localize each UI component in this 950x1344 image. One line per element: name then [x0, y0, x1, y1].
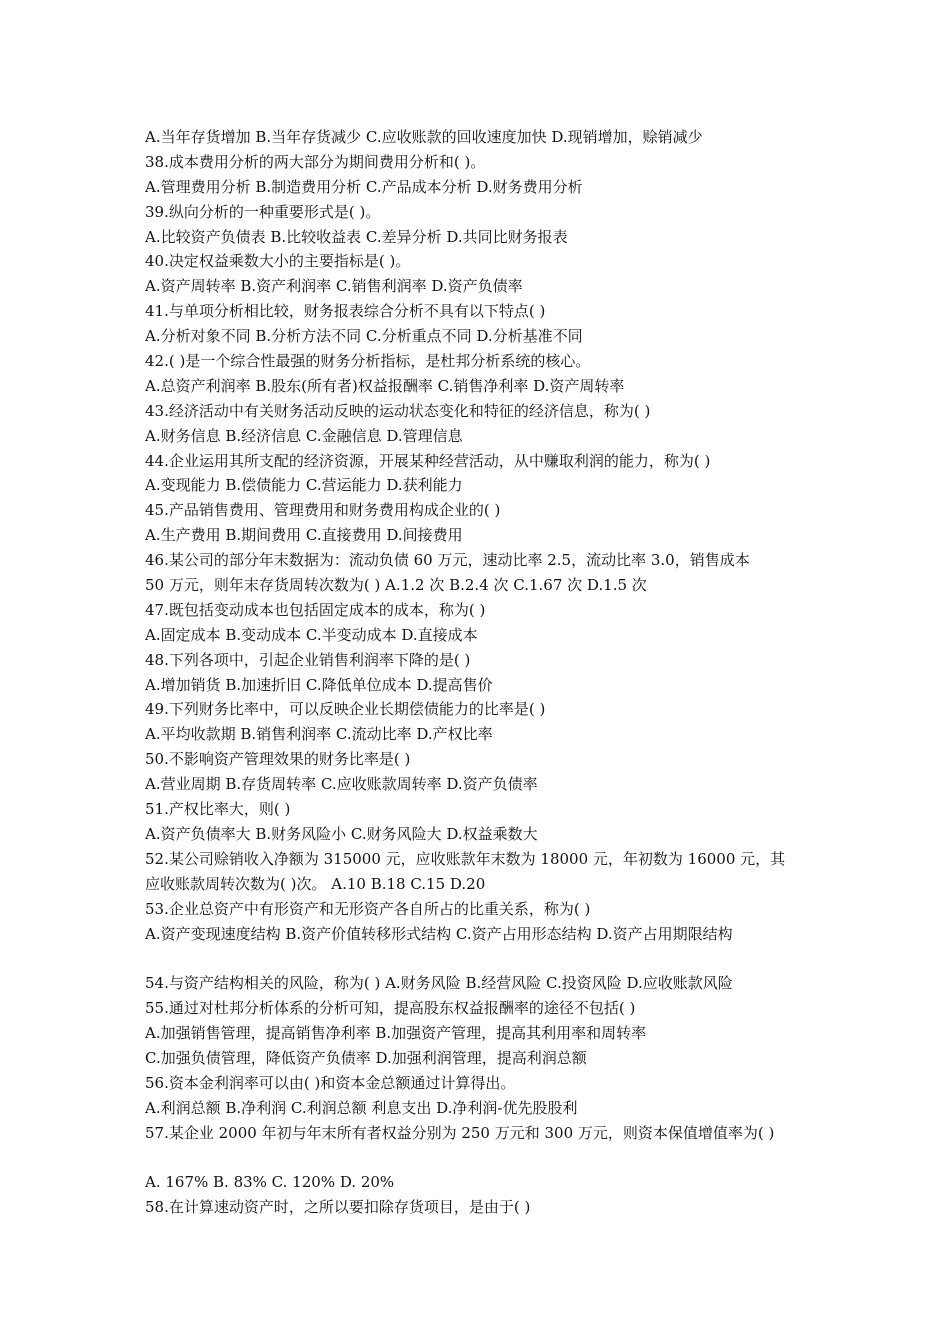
- question-50: 50.不影响资产管理效果的财务比率是( ): [145, 750, 411, 769]
- text-line: A.总资产利润率 B.股东(所有者)权益报酬率 C.销售净利率 D.资产周转率: [145, 376, 625, 395]
- question-56: 56.资本金利润率可以由( )和资本金总额通过计算得出。: [145, 1073, 516, 1092]
- question-47: 47.既包括变动成本也包括固定成本的成本，称为( ): [145, 600, 486, 619]
- text-line: A.利润总额 B.净利润 C.利润总额 利息支出 D.净利润-优先股股利: [145, 1098, 578, 1117]
- text-line: 50 万元，则年末存货周转次数为( ) A.1.2 次 B.2.4 次 C.1.67 次 D.1.5 次: [145, 576, 647, 595]
- text-line: C.加强负债管理，降低资产负债率 D.加强利润管理，提高利润总额: [145, 1048, 587, 1067]
- question-43: 43.经济活动中有关财务活动反映的运动状态变化和特征的经济信息，称为( ): [145, 401, 651, 420]
- text-line: A.固定成本 B.变动成本 C.半变动成本 D.直接成本: [145, 625, 478, 644]
- question-57: 57.某企业 2000 年初与年末所有者权益分别为 250 万元和 300 万元，则资本保值增值率为( ): [145, 1123, 775, 1142]
- text-line: A.营业周期 B.存货周转率 C.应收账款周转率 D.资产负债率: [145, 775, 538, 794]
- blank-line: [145, 946, 815, 971]
- question-54: 54.与资产结构相关的风险，称为( ) A.财务风险 B.经营风险 C.投资风险 D.应收账款风险: [145, 974, 733, 993]
- question-51: 51.产权比率大，则( ): [145, 800, 291, 819]
- text-line: A.增加销货 B.加速折旧 C.降低单位成本 D.提高售价: [145, 675, 493, 694]
- text-line: A.资产负债率大 B.财务风险小 C.财务风险大 D.权益乘数大: [145, 824, 538, 843]
- text-line: A.加强销售管理，提高销售净利率 B.加强资产管理，提高其利用率和周转率: [145, 1024, 647, 1043]
- text-line: A.分析对象不同 B.分析方法不同 C.分析重点不同 D.分析基准不同: [145, 327, 583, 346]
- text-line: 应收账款周转次数为( )次。 A.10 B.18 C.15 D.20: [145, 874, 486, 893]
- question-46: 46.某公司的部分年末数据为：流动负债 60 万元，速动比率 2.5，流动比率 3.0，销售成本: [145, 551, 750, 570]
- question-42: 42.( )是一个综合性最强的财务分析指标，是杜邦分析系统的核心。: [145, 352, 591, 371]
- text-line: A.比较资产负债表 B.比较收益表 C.差异分析 D.共同比财务报表: [145, 227, 568, 246]
- question-48: 48.下列各项中，引起企业销售利润率下降的是( ): [145, 650, 471, 669]
- document-body: [145, 125, 815, 1220]
- text-line: A.资产变现速度结构 B.资产价值转移形式结构 C.资产占用形态结构 D.资产占用期限结构: [145, 924, 733, 943]
- question-55: 55.通过对杜邦分析体系的分析可知，提高股东权益报酬率的途径不包括( ): [145, 999, 636, 1018]
- text-line: A.资产周转率 B.资产利润率 C.销售利润率 D.资产负债率: [145, 277, 523, 296]
- text-line: A.平均收款期 B.销售利润率 C.流动比率 D.产权比率: [145, 725, 493, 744]
- text-line: A.财务信息 B.经济信息 C.金融信息 D.管理信息: [145, 426, 463, 445]
- text-line: A.变现能力 B.偿债能力 C.营运能力 D.获利能力: [145, 476, 463, 495]
- text-line: A.管理费用分析 B.制造费用分析 C.产品成本分析 D.财务费用分析: [145, 177, 583, 196]
- question-41: 41.与单项分析相比较，财务报表综合分析不具有以下特点( ): [145, 302, 546, 321]
- question-40: 40.决定权益乘数大小的主要指标是( )。: [145, 252, 411, 271]
- text-line: A. 167% B. 83% C. 120% D. 20%: [145, 1173, 395, 1192]
- question-52: 52.某公司赊销收入净额为 315000 元，应收账款年末数为 18000 元，年初数为 16000 元，其: [145, 849, 786, 868]
- question-38: 38.成本费用分析的两大部分为期间费用分析和( )。: [145, 152, 486, 171]
- question-44: 44.企业运用其所支配的经济资源，开展某种经营活动，从中赚取利润的能力，称为( ): [145, 451, 711, 470]
- question-39: 39.纵向分析的一种重要形式是( )。: [145, 202, 381, 221]
- question-49: 49.下列财务比率中，可以反映企业长期偿债能力的比率是( ): [145, 700, 546, 719]
- question-45: 45.产品销售费用、管理费用和财务费用构成企业的( ): [145, 501, 501, 520]
- text-line: A.生产费用 B.期间费用 C.直接费用 D.间接费用: [145, 526, 463, 545]
- question-53: 53.企业总资产中有形资产和无形资产各自所占的比重关系，称为( ): [145, 899, 591, 918]
- text-line: A.当年存货增加 B.当年存货减少 C.应收账款的回收速度加快 D.现销增加，赊销减少: [145, 128, 703, 146]
- blank-line: [145, 1146, 815, 1171]
- question-58: 58.在计算速动资产时，之所以要扣除存货项目，是由于( ): [145, 1198, 531, 1217]
